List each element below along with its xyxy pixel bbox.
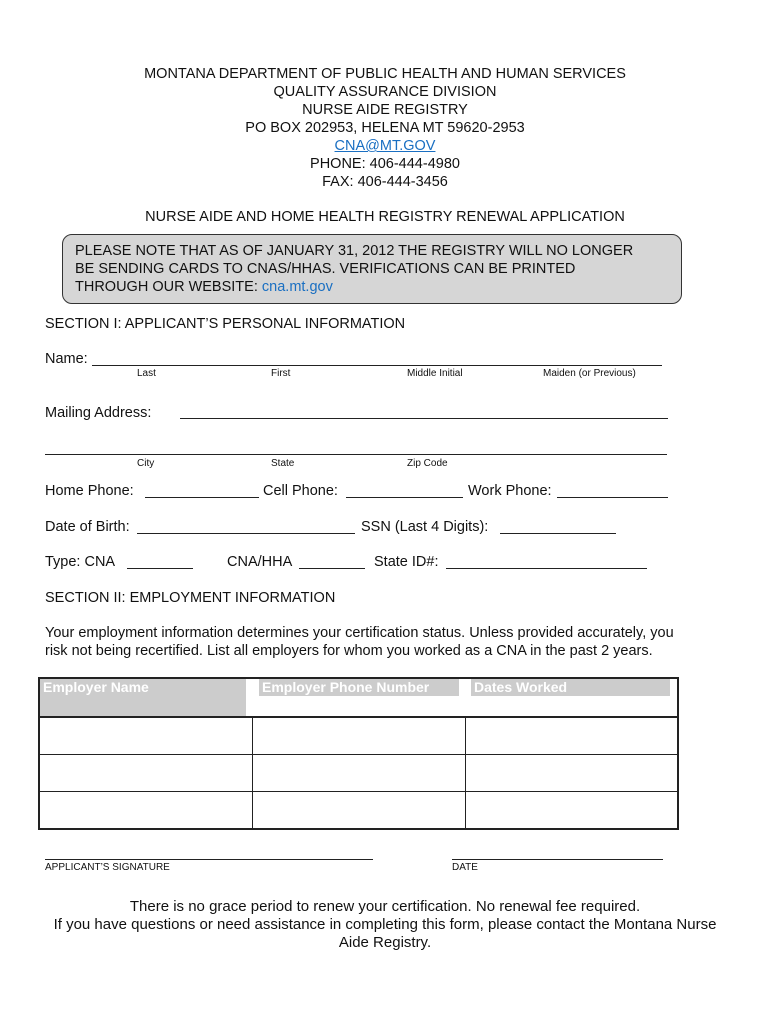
name-label: Name:	[45, 351, 88, 367]
work-phone-label: Work Phone:	[468, 483, 552, 499]
employer-phone-cell[interactable]	[252, 755, 465, 792]
city-state-zip-field[interactable]	[45, 454, 667, 455]
footer-text: If you have questions or need assistance in completing this form, please contact the Montana Nurse	[53, 916, 717, 933]
ssn-label: SSN (Last 4 Digits):	[361, 519, 489, 535]
address-label: Mailing Address:	[45, 405, 152, 421]
notice-line: PLEASE NOTE THAT AS OF JANUARY 31, 2012 THE REGISTRY WILL NO LONGER	[75, 243, 634, 259]
column-header: Dates Worked	[471, 679, 670, 696]
website-link[interactable]: cna.mt.gov	[261, 279, 333, 295]
fax-text: FAX: 406-444-3456	[322, 174, 448, 190]
footer-text: Aide Registry.	[338, 934, 432, 951]
employer-name-cell[interactable]	[39, 792, 252, 830]
dates-worked-cell[interactable]	[465, 792, 678, 830]
dates-worked-cell[interactable]	[465, 717, 678, 755]
header-line: QUALITY ASSURANCE DIVISION	[273, 84, 497, 100]
employment-instructions: Your employment information determines your certification status. Unless provided accurately, you	[45, 625, 674, 641]
state-id-label: State ID#:	[374, 554, 439, 570]
date-caption: DATE	[452, 862, 478, 873]
state-id-field[interactable]	[446, 568, 647, 569]
notice-line: BE SENDING CARDS TO CNAS/HHAS. VERIFICATIONS CAN BE PRINTED	[75, 261, 576, 277]
ssn-field[interactable]	[500, 533, 616, 534]
home-phone-field[interactable]	[145, 497, 259, 498]
address-field[interactable]	[180, 418, 668, 419]
employment-table	[38, 677, 679, 830]
table-header-row	[39, 678, 678, 717]
first-name-caption: First	[271, 368, 291, 379]
employer-name-cell[interactable]	[39, 755, 252, 792]
maiden-name-caption: Maiden (or Previous)	[543, 368, 636, 379]
employer-phone-cell[interactable]	[252, 717, 465, 755]
name-field[interactable]	[92, 365, 662, 366]
employer-phone-cell[interactable]	[252, 792, 465, 830]
dates-worked-cell[interactable]	[465, 755, 678, 792]
dob-field[interactable]	[137, 533, 355, 534]
type-cna-hha-field[interactable]	[299, 568, 365, 569]
header-line: PO BOX 202953, HELENA MT 59620-2953	[245, 120, 525, 136]
signature-caption: APPLICANT’S SIGNATURE	[45, 862, 170, 873]
employer-name-cell[interactable]	[39, 717, 252, 755]
table-row	[39, 755, 678, 792]
header-line: NURSE AIDE REGISTRY	[302, 102, 468, 118]
section-2-title: SECTION II: EMPLOYMENT INFORMATION	[45, 590, 336, 606]
column-header: Employer Name	[40, 679, 246, 716]
dob-label: Date of Birth:	[45, 519, 130, 535]
last-name-caption: Last	[137, 368, 156, 379]
signature-field[interactable]	[45, 859, 373, 860]
footer-text: There is no grace period to renew your certification. No renewal fee required.	[129, 898, 641, 915]
work-phone-field[interactable]	[557, 497, 668, 498]
type-cna-label: Type: CNA	[45, 554, 116, 570]
city-caption: City	[137, 458, 155, 469]
employment-instructions: risk not being recertified. List all employers for whom you worked as a CNA in the past 2 years.	[45, 643, 653, 659]
type-cna-hha-label: CNA/HHA	[227, 554, 293, 570]
cell-phone-label: Cell Phone:	[263, 483, 338, 499]
zip-caption: Zip Code	[407, 458, 448, 469]
header-line: MONTANA DEPARTMENT OF PUBLIC HEALTH AND HUMAN SERVICES	[144, 66, 626, 82]
cell-phone-field[interactable]	[346, 497, 463, 498]
table-row	[39, 717, 678, 755]
column-header: Employer Phone Number	[259, 679, 459, 696]
email-link[interactable]: CNA@MT.GOV	[334, 138, 436, 154]
table-row	[39, 792, 678, 830]
phone-text: PHONE: 406-444-4980	[310, 156, 460, 172]
home-phone-label: Home Phone:	[45, 483, 134, 499]
section-1-title: SECTION I: APPLICANT’S PERSONAL INFORMATION	[45, 316, 406, 332]
type-cna-field[interactable]	[127, 568, 193, 569]
middle-initial-caption: Middle Initial	[407, 368, 463, 379]
state-caption: State	[271, 458, 295, 469]
notice-box	[62, 234, 682, 304]
form-title: NURSE AIDE AND HOME HEALTH REGISTRY RENEWAL APPLICATION	[145, 209, 625, 225]
notice-line: THROUGH OUR WEBSITE:	[75, 279, 262, 295]
date-field[interactable]	[452, 859, 663, 860]
